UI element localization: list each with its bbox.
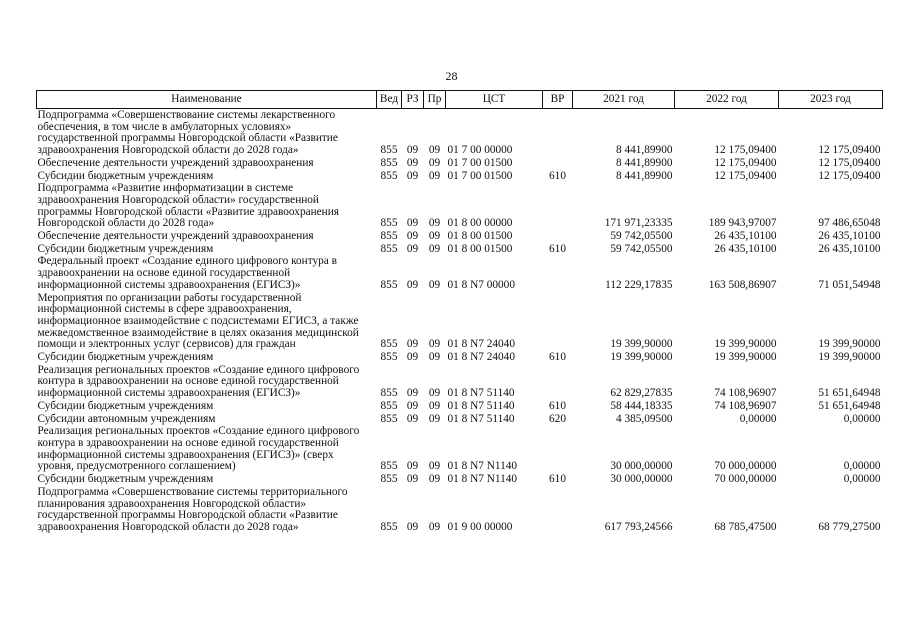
cell-pr: 09: [428, 460, 441, 473]
cell-2023: 26 435,10100: [818, 242, 881, 255]
cell-rz: 09: [406, 242, 419, 255]
cell-2023: 12 175,09400: [818, 169, 881, 182]
header-ved: Вед: [377, 91, 402, 109]
cell-name: Обеспечение деятельности учреждений здравоохранения: [37, 156, 314, 169]
cell-name: Субсидии бюджетным учреждениям: [37, 399, 214, 412]
cell-ved: 855: [380, 156, 398, 169]
header-vr: ВР: [543, 91, 573, 109]
table-row: [37, 486, 883, 534]
cell-name: Субсидии бюджетным учреждениям: [37, 473, 214, 486]
cell-2021: 8 441,89900: [616, 169, 673, 182]
budget-table: [36, 90, 883, 534]
cell-pr: 09: [428, 520, 441, 533]
cell-name: Субсидии бюджетным учреждениям: [37, 169, 214, 182]
table-row: [37, 400, 883, 413]
cell-cst: 01 8 N7 24040: [447, 338, 515, 351]
cell-2021: 58 444,18335: [610, 399, 673, 412]
cell-name: Субсидии бюджетным учреждениям: [37, 242, 214, 255]
cell-name: Реализация региональных проектов «Создание единого цифрового контура в здравоохранении на основе единой государственной информационной системы здравоохранения (ЕГИСЗ)» (сверх уровня, предусмотренного соглашением): [37, 425, 360, 473]
cell-name: Подпрограмма «Развитие информатизации в системе здравоохранения Новгородской области» государственной программы Новгородской области «Развитие здравоохранения Новгородской области до 2028 года»: [37, 182, 339, 230]
cell-2023: 12 175,09400: [818, 144, 881, 157]
table-row: [37, 473, 883, 486]
cell-rz: 09: [406, 278, 419, 291]
cell-ved: 855: [380, 460, 398, 473]
cell-2021: 4 385,09500: [616, 412, 673, 425]
cell-cst: 01 8 00 00000: [447, 217, 513, 230]
cell-pr: 09: [428, 169, 441, 182]
cell-2022: 163 508,86907: [708, 278, 777, 291]
cell-2021: 30 000,00000: [610, 473, 673, 486]
cell-vr: 610: [549, 399, 566, 412]
cell-2021: 59 742,05500: [610, 230, 673, 243]
cell-rz: 09: [406, 144, 419, 157]
cell-vr: 610: [549, 169, 566, 182]
cell-2023: 51 651,64948: [818, 399, 881, 412]
cell-cst: 01 8 00 01500: [447, 242, 513, 255]
cell-cst: 01 8 00 01500: [447, 230, 513, 243]
cell-cst: 01 8 N7 51140: [447, 399, 515, 412]
cell-rz: 09: [406, 399, 419, 412]
cell-rz: 09: [406, 338, 419, 351]
table-row: [37, 243, 883, 256]
cell-pr: 09: [428, 351, 441, 364]
cell-pr: 09: [428, 387, 441, 400]
cell-pr: 09: [428, 144, 441, 157]
cell-name: Субсидии автономным учреждениям: [37, 412, 216, 425]
header-2023: 2023 год: [779, 91, 883, 109]
cell-name: Обеспечение деятельности учреждений здравоохранения: [37, 230, 314, 243]
cell-cst: 01 8 N7 N1140: [447, 460, 518, 473]
cell-2022: 0,00000: [739, 412, 777, 425]
cell-2023: 68 779,27500: [818, 520, 881, 533]
cell-2023: 19 399,90000: [818, 351, 881, 364]
cell-2023: 0,00000: [843, 473, 881, 486]
cell-2022: 12 175,09400: [714, 169, 777, 182]
cell-2021: 59 742,05500: [610, 242, 673, 255]
cell-vr: [543, 182, 573, 230]
cell-2022: 74 108,96907: [714, 399, 777, 412]
cell-vr: 610: [549, 351, 566, 364]
header-rz: РЗ: [402, 91, 424, 109]
cell-ved: 855: [380, 217, 398, 230]
cell-pr: 09: [428, 338, 441, 351]
cell-vr: [543, 230, 573, 243]
table-row: [37, 170, 883, 183]
table-row: [37, 182, 883, 230]
cell-2021: 8 441,89900: [616, 156, 673, 169]
cell-rz: 09: [406, 156, 419, 169]
cell-2023: 97 486,65048: [818, 217, 881, 230]
cell-2023: 19 399,90000: [818, 338, 881, 351]
cell-vr: 620: [549, 412, 566, 425]
cell-vr: [543, 109, 573, 157]
table-row: [37, 157, 883, 170]
cell-rz: 09: [406, 473, 419, 486]
cell-pr: 09: [428, 412, 441, 425]
cell-rz: 09: [406, 520, 419, 533]
table-row: [37, 292, 883, 352]
cell-2022: 74 108,96907: [714, 387, 777, 400]
cell-ved: 855: [380, 242, 398, 255]
cell-2021: 62 829,27835: [610, 387, 673, 400]
cell-name: Реализация региональных проектов «Создание единого цифрового контура в здравоохранении на основе единой государственной информационной системы здравоохранения (ЕГИСЗ)»: [37, 363, 360, 400]
cell-cst: 01 7 00 01500: [447, 169, 513, 182]
cell-vr: [543, 157, 573, 170]
cell-cst: 01 8 N7 24040: [447, 351, 515, 364]
cell-rz: 09: [406, 412, 419, 425]
cell-rz: 09: [406, 217, 419, 230]
cell-2021: 171 971,23335: [604, 217, 673, 230]
cell-2021: 30 000,00000: [610, 460, 673, 473]
cell-vr: 610: [549, 242, 566, 255]
cell-ved: 855: [380, 473, 398, 486]
cell-2023: 26 435,10100: [818, 230, 881, 243]
cell-name: Субсидии бюджетным учреждениям: [37, 351, 214, 364]
cell-2022: 70 000,00000: [714, 473, 777, 486]
cell-vr: [543, 292, 573, 352]
cell-ved: 855: [380, 387, 398, 400]
cell-2022: 26 435,10100: [714, 242, 777, 255]
cell-2021: 617 793,24566: [604, 520, 673, 533]
cell-cst: 01 8 N7 51140: [447, 412, 515, 425]
cell-2023: 71 051,54948: [818, 278, 881, 291]
cell-pr: 09: [428, 399, 441, 412]
table-row: [37, 255, 883, 291]
cell-pr: 09: [428, 278, 441, 291]
cell-vr: [543, 364, 573, 400]
cell-cst: 01 7 00 00000: [447, 144, 513, 157]
cell-cst: 01 9 00 00000: [447, 520, 513, 533]
cell-2022: 189 943,97007: [708, 217, 777, 230]
page-number: 28: [445, 69, 458, 83]
cell-ved: 855: [380, 144, 398, 157]
cell-2022: 19 399,90000: [714, 351, 777, 364]
cell-rz: 09: [406, 460, 419, 473]
table-row: [37, 230, 883, 243]
table-header-row: [37, 91, 883, 109]
cell-cst: 01 8 N7 N1140: [447, 473, 518, 486]
header-cst: ЦСТ: [446, 91, 543, 109]
cell-2021: 8 441,89900: [616, 144, 673, 157]
header-2021: 2021 год: [573, 91, 675, 109]
header-2022: 2022 год: [675, 91, 779, 109]
cell-ved: 855: [380, 230, 398, 243]
cell-name: Подпрограмма «Совершенствование системы территориального планирования здравоохранения Новгородской области» государственной программы Новгородской области «Развитие здравоохранения Новгородской области до 2028 года»: [37, 485, 348, 533]
cell-2023: 12 175,09400: [818, 156, 881, 169]
cell-2022: 68 785,47500: [714, 520, 777, 533]
header-pr: Пр: [424, 91, 446, 109]
cell-vr: [543, 486, 573, 534]
cell-ved: 855: [380, 351, 398, 364]
cell-ved: 855: [380, 520, 398, 533]
cell-rz: 09: [406, 230, 419, 243]
cell-name: Федеральный проект «Создание единого цифрового контура в здравоохранении на основе единой государственной информационной системы здравоохранения (ЕГИСЗ)»: [37, 255, 337, 291]
table-row: [37, 413, 883, 426]
cell-2022: 26 435,10100: [714, 230, 777, 243]
cell-pr: 09: [428, 156, 441, 169]
cell-cst: 01 8 N7 00000: [447, 278, 515, 291]
table-row: [37, 425, 883, 473]
cell-vr: 610: [549, 473, 566, 486]
cell-2023: 0,00000: [843, 460, 881, 473]
cell-2021: 19 399,90000: [610, 338, 673, 351]
cell-2021: 19 399,90000: [610, 351, 673, 364]
cell-2022: 70 000,00000: [714, 460, 777, 473]
cell-pr: 09: [428, 230, 441, 243]
cell-vr: [543, 255, 573, 291]
cell-pr: 09: [428, 473, 441, 486]
cell-pr: 09: [428, 217, 441, 230]
cell-2022: 19 399,90000: [714, 338, 777, 351]
cell-name: Мероприятия по организации работы государственной информационной системы в сфере здравоохранения, информационное взаимодействие с подсистемами ЕГИСЗ, а также межведомственное взаимодействие в целях оказания медицинской помощи и электронных услуг (сервисов) для граждан: [37, 291, 359, 351]
table-row: [37, 351, 883, 364]
table-body: [37, 109, 883, 534]
cell-rz: 09: [406, 387, 419, 400]
cell-ved: 855: [380, 338, 398, 351]
cell-name: Подпрограмма «Совершенствование системы лекарственного обеспечения, в том числе в амбулаторных условиях» государственной программы Новгородской области «Развитие здравоохранения Новгородской области до 2028 года»: [37, 109, 338, 157]
table-row: [37, 109, 883, 157]
cell-2022: 12 175,09400: [714, 156, 777, 169]
cell-2023: 51 651,64948: [818, 387, 881, 400]
cell-vr: [543, 425, 573, 473]
cell-2021: 112 229,17835: [605, 278, 673, 291]
cell-rz: 09: [406, 351, 419, 364]
cell-2023: 0,00000: [843, 412, 881, 425]
cell-ved: 855: [380, 399, 398, 412]
cell-rz: 09: [406, 169, 419, 182]
cell-ved: 855: [380, 412, 398, 425]
header-name: Наименование: [37, 91, 377, 109]
cell-cst: 01 8 N7 51140: [447, 387, 515, 400]
cell-ved: 855: [380, 169, 398, 182]
cell-2022: 12 175,09400: [714, 144, 777, 157]
cell-pr: 09: [428, 242, 441, 255]
cell-ved: 855: [380, 278, 398, 291]
cell-cst: 01 7 00 01500: [447, 156, 513, 169]
table-row: [37, 364, 883, 400]
